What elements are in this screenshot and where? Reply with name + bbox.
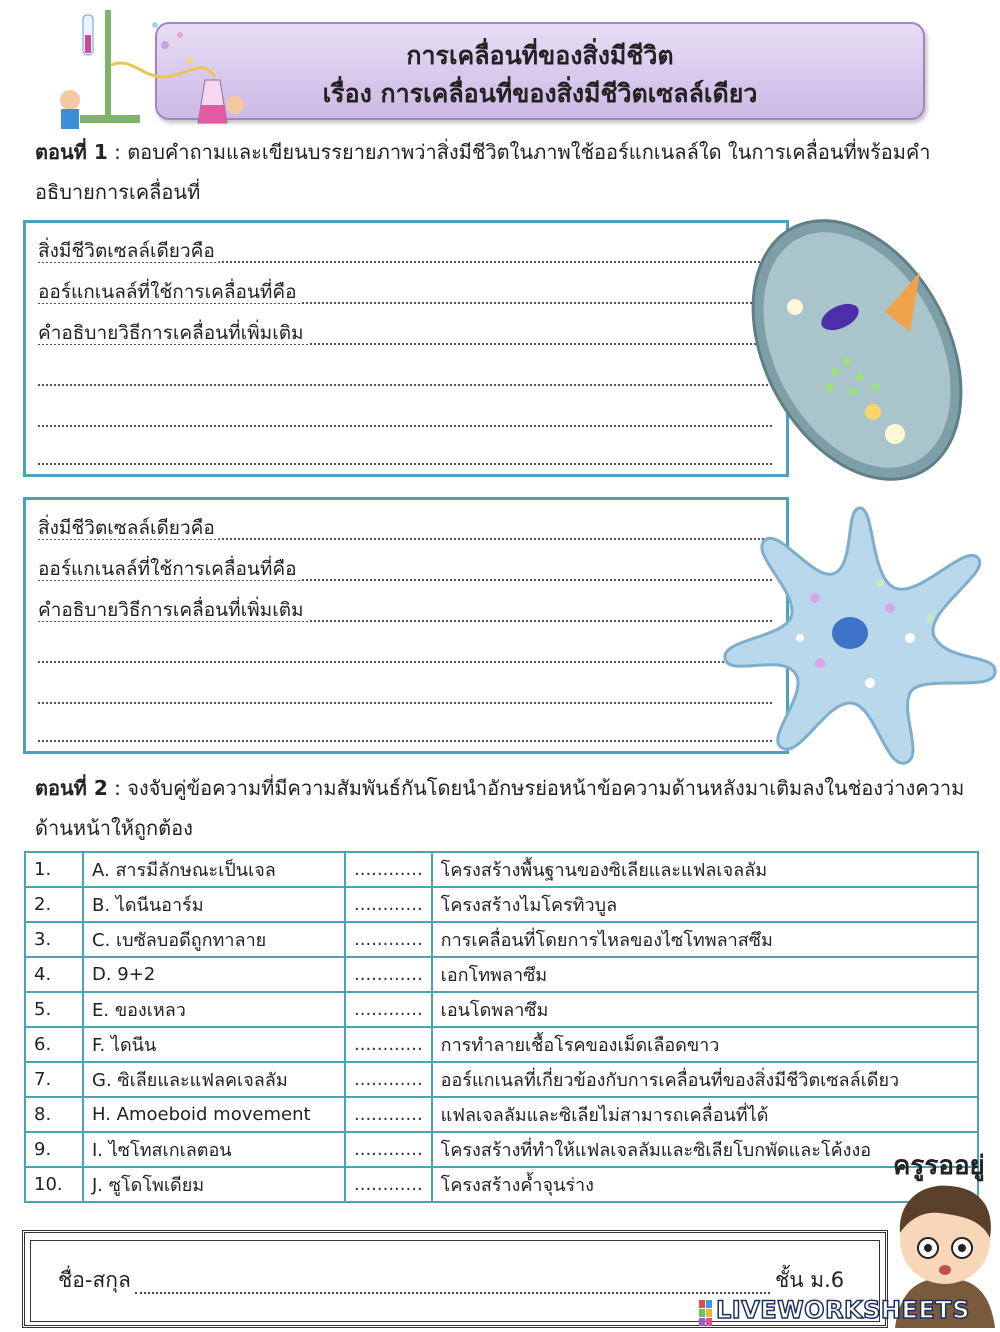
table-row (25, 1167, 978, 1202)
answer-blank[interactable]: ............ (345, 922, 432, 957)
grade-label: ชั้น ม.6 (775, 1268, 845, 1292)
liveworksheets-logo-icon (699, 1300, 712, 1326)
part2-instruction (35, 768, 975, 848)
row-number: 3. (25, 922, 83, 957)
organism-answer-line[interactable]: สิ่งมีชีวิตเซลล์เดียวคือ (38, 508, 772, 548)
table-row (25, 992, 978, 1027)
amoeba-image (720, 488, 1000, 768)
right-item: การทำลายเชื้อโรคของเม็ดเลือดขาว (432, 1027, 978, 1062)
organism-answer-line[interactable]: สิ่งมีชีวิตเซลล์เดียวคือ (38, 231, 772, 271)
teacher-label: ครูรออยู่ (893, 1151, 985, 1181)
name-input-line[interactable] (135, 1292, 770, 1294)
table-row (25, 1097, 978, 1132)
organelle-answer-line[interactable]: ออร์แกเนลล์ที่ใช้การเคลื่อนที่คือ (38, 272, 772, 312)
part2-text: : จงจับคู่ข้อความที่มีความสัมพันธ์กันโดยนำอักษรย่อหน้าข้อความด้านหลังมาเติมลงในช่องว่างความด้านหน้าให้ถูกต้อง (35, 776, 965, 840)
answer-blank[interactable]: ............ (345, 1132, 432, 1167)
row-number: 10. (25, 1167, 83, 1202)
page-title: การเคลื่อนที่ของสิ่งมีชีวิต (406, 41, 674, 70)
right-item: โครงสร้างค้ำจุนร่าง (432, 1167, 978, 1202)
right-item: ออร์แกเนลที่เกี่ยวข้องกับการเคลื่อนที่ของสิ่งมีชีวิตเซลล์เดียว (432, 1062, 978, 1097)
question-box-1 (23, 220, 789, 477)
left-item: J. ซูโดโพเดียม (83, 1167, 345, 1202)
left-item: G. ซิเลียและแฟลคเจลลัม (83, 1062, 345, 1097)
question-box-2 (23, 497, 789, 754)
answer-blank[interactable]: ............ (345, 887, 432, 922)
blank-answer-line[interactable] (38, 433, 772, 473)
blank-answer-line[interactable] (38, 395, 772, 435)
right-item: โครงสร้างพื้นฐานของซิเลียและแฟลเจลลัม (432, 852, 978, 887)
row-number: 9. (25, 1132, 83, 1167)
table-row (25, 852, 978, 887)
part1-instruction (35, 132, 975, 212)
answer-blank[interactable]: ............ (345, 1027, 432, 1062)
explanation-answer-line[interactable]: คำอธิบายวิธีการเคลื่อนที่เพิ่มเติม (38, 590, 772, 630)
part1-label: ตอนที่ 1 (35, 140, 108, 164)
left-item: E. ของเหลว (83, 992, 345, 1027)
left-item: B. ไดนีนอาร์ม (83, 887, 345, 922)
name-label: ชื่อ-สกุล (58, 1268, 131, 1292)
right-item: เอนโดพลาซึม (432, 992, 978, 1027)
right-item: แฟลเจลลัมและซิเลียไม่สามารถเคลื่อนที่ได้ (432, 1097, 978, 1132)
row-number: 2. (25, 887, 83, 922)
part2-label: ตอนที่ 2 (35, 776, 108, 800)
right-item: เอกโทพลาซึม (432, 957, 978, 992)
left-item: I. ไซโทสเกเลตอน (83, 1132, 345, 1167)
answer-blank[interactable]: ............ (345, 1097, 432, 1132)
left-item: H. Amoeboid movement (83, 1097, 345, 1132)
row-number: 4. (25, 957, 83, 992)
right-item: โครงสร้างไมโครทิวบูล (432, 887, 978, 922)
answer-blank[interactable]: ............ (345, 957, 432, 992)
left-item: F. ไดนีน (83, 1027, 345, 1062)
row-number: 8. (25, 1097, 83, 1132)
table-row (25, 957, 978, 992)
answer-blank[interactable]: ............ (345, 1062, 432, 1097)
blank-answer-line[interactable] (38, 672, 772, 712)
title-banner (155, 22, 925, 120)
explanation-answer-line[interactable]: คำอธิบายวิธีการเคลื่อนที่เพิ่มเติม (38, 313, 772, 353)
row-number: 7. (25, 1062, 83, 1097)
organelle-answer-line[interactable]: ออร์แกเนลล์ที่ใช้การเคลื่อนที่คือ (38, 549, 772, 589)
right-item: โครงสร้างที่ทำให้แฟลเจลลัมและซิเลียโบกพัดและโค้งงอ (432, 1132, 978, 1167)
table-row (25, 1132, 978, 1167)
blank-answer-line[interactable] (38, 354, 772, 394)
row-number: 1. (25, 852, 83, 887)
row-number: 6. (25, 1027, 83, 1062)
table-row (25, 887, 978, 922)
part1-text: : ตอบคำถามและเขียนบรรยายภาพว่าสิ่งมีชีวิตในภาพใช้ออร์แกเนลล์ใด ในการเคลื่อนที่พร้อมคำอธิบายการเคลื่อนที่ (35, 140, 931, 204)
row-number: 5. (25, 992, 83, 1027)
answer-blank[interactable]: ............ (345, 1167, 432, 1202)
left-item: A. สารมีลักษณะเป็นเจล (83, 852, 345, 887)
answer-blank[interactable]: ............ (345, 992, 432, 1027)
answer-blank[interactable]: ............ (345, 852, 432, 887)
lab-kids-illustration (45, 5, 245, 135)
right-item: การเคลื่อนที่โดยการไหลของไซโทพลาสซึม (432, 922, 978, 957)
page-subtitle: เรื่อง การเคลื่อนที่ของสิ่งมีชีวิตเซลล์เดียว (322, 79, 758, 108)
table-row (25, 1062, 978, 1097)
blank-answer-line[interactable] (38, 631, 772, 671)
paramecium-image (735, 212, 985, 487)
blank-answer-line[interactable] (38, 710, 772, 750)
table-row (25, 1027, 978, 1062)
matching-table (24, 851, 979, 1203)
left-item: D. 9+2 (83, 957, 345, 992)
left-item: C. เบซัลบอดีถูกทาลาย (83, 922, 345, 957)
liveworksheets-logo: LIVEWORKSHEETS (716, 1296, 970, 1324)
table-row (25, 922, 978, 957)
